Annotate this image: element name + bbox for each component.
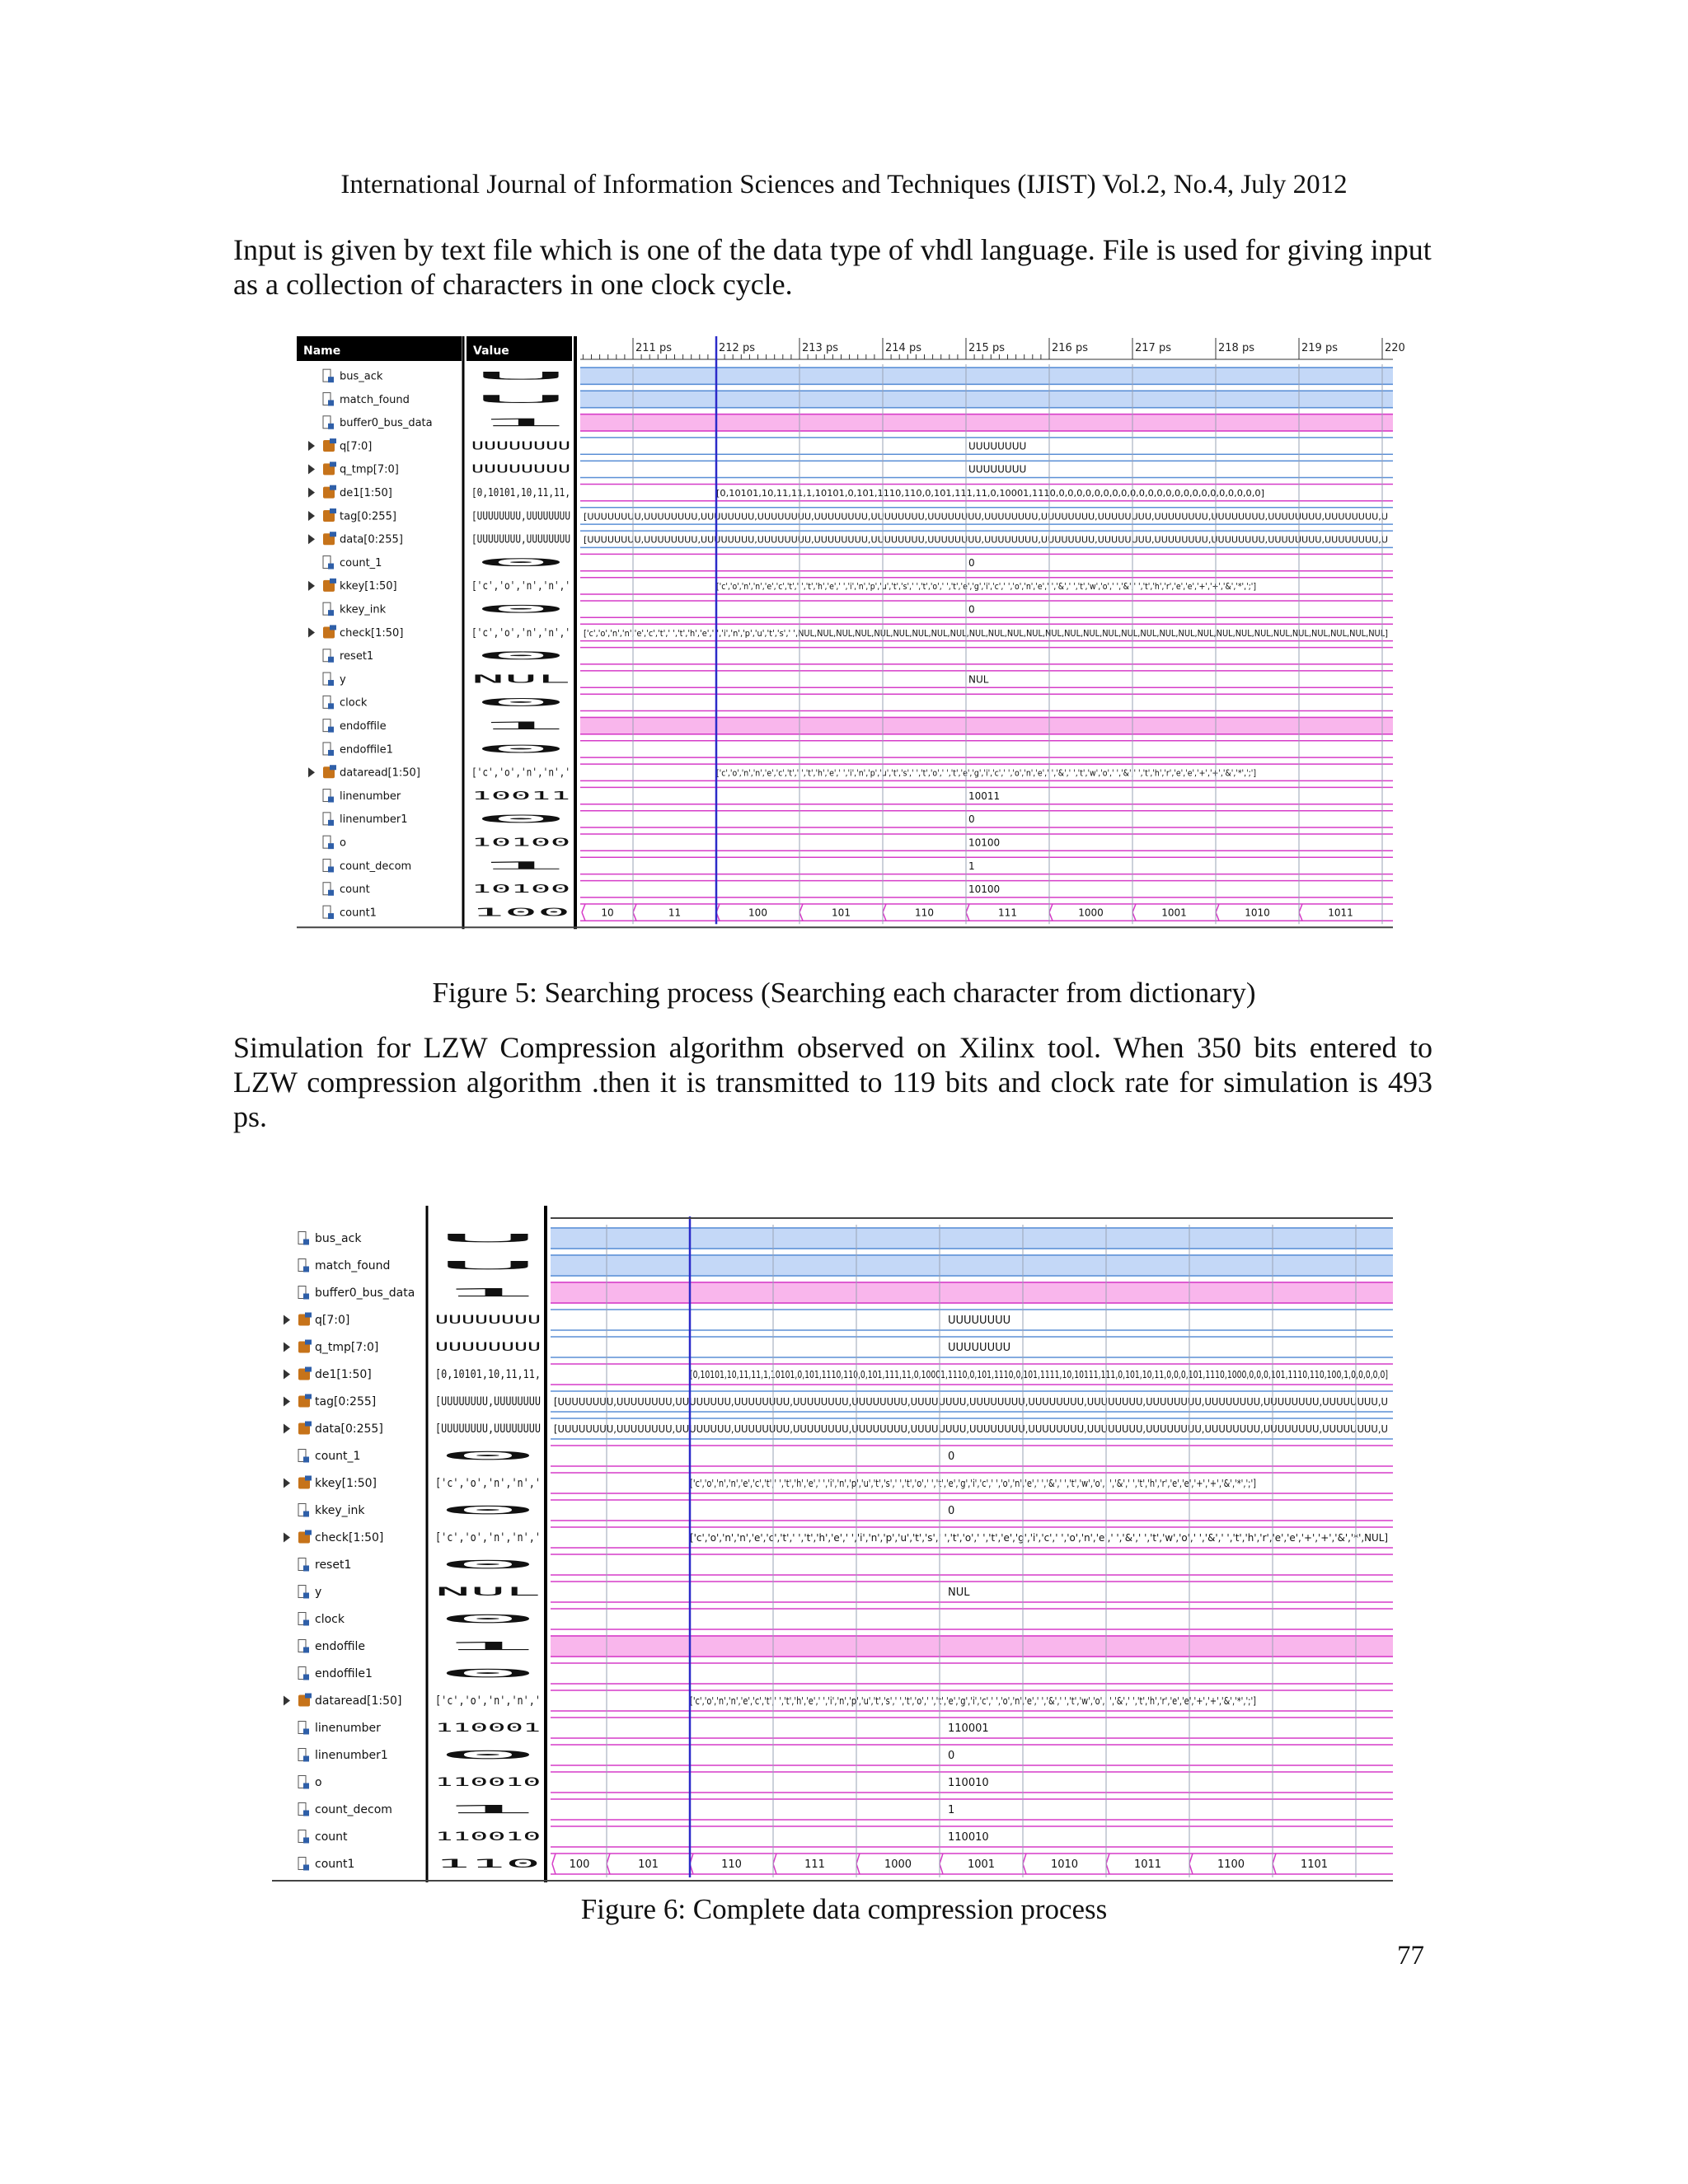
signal-value: 1	[435, 1803, 541, 1817]
signal-value: 0	[435, 1450, 541, 1464]
signal-name: endoffile1	[340, 743, 393, 757]
signal-value: UUUUUUUU	[471, 463, 570, 476]
signal-wave-value: UUUUUUUU	[948, 1342, 1011, 1355]
signal-icon-badge	[328, 703, 334, 709]
signal-icon-badge	[303, 1566, 309, 1572]
segment-value: 111	[998, 907, 1017, 919]
signal-value: 0	[435, 1667, 541, 1681]
signal-icon-badge	[303, 1511, 309, 1517]
signal-wave-value: 1	[948, 1804, 955, 1817]
signal-name: linenumber1	[315, 1749, 388, 1763]
signal-icon-badge	[303, 1294, 309, 1300]
signal-value: 0	[471, 743, 570, 757]
signal-name: kkey_ink	[340, 603, 387, 616]
signal-value: U	[471, 393, 570, 406]
signal-icon-badge	[328, 680, 334, 686]
signal-value: ['c','o','n','n','	[471, 580, 570, 593]
segment-value: 100	[569, 1858, 590, 1872]
signal-icon-badge	[328, 843, 334, 849]
signal-value: 110010	[435, 1776, 541, 1790]
signal-name: count1	[315, 1858, 355, 1872]
segment-value: 1101	[1300, 1858, 1329, 1872]
signal-value: U	[435, 1232, 541, 1246]
signal-value: [UUUUUUUU,UUUUUUUU	[471, 510, 570, 523]
signal-icon-badge	[303, 1267, 309, 1272]
signal-name: count_decom	[315, 1803, 392, 1817]
signal-name: count1	[340, 907, 377, 920]
signal-name: check[1:50]	[315, 1531, 384, 1545]
segment-value: 1001	[967, 1858, 996, 1872]
bus-signal-icon-flag	[330, 438, 336, 443]
signal-name: reset1	[315, 1558, 352, 1572]
segment-value: 110	[915, 907, 934, 919]
signal-icon-badge	[328, 820, 334, 826]
signal-value: UUUUUUUU	[435, 1314, 541, 1328]
row-highlight	[580, 414, 1393, 432]
segment-value: 1000	[1078, 907, 1104, 919]
bus-signal-icon-flag	[330, 765, 336, 770]
signal-icon-badge	[303, 1593, 309, 1599]
signal-value: ['c','o','n','n','	[471, 766, 570, 780]
signal-wave-value: 0	[968, 813, 975, 826]
signal-value: 0	[471, 603, 570, 616]
signal-wave-value: UUUUUUUU	[968, 463, 1027, 476]
signal-name: q_tmp[7:0]	[315, 1341, 379, 1355]
signal-value: 110	[435, 1858, 541, 1872]
signal-wave-value: 0	[968, 603, 975, 616]
signal-wave-value: [UUUUUUUU,UUUUUUUU,UUUUUUUU,UUUUUUUU,UUUUUUUU,UUUUUUUU,UUUUUUUU,UUUUUUUU,UUUUUUUU,UUUUUUUU,UUUUUUUU,UUUUUUUU,UUUUUUUU,UUUUUUUU,U	[584, 511, 1388, 523]
signal-name: endoffile	[315, 1640, 365, 1654]
journal-header: International Journal of Information Sciences and Techniques (IJIST) Vol.2, No.4, July 2012	[340, 170, 1348, 199]
signal-wave-value: 10011	[968, 790, 1001, 802]
segment-value: 1100	[1217, 1858, 1245, 1872]
figure5-waveform	[297, 336, 1405, 930]
signal-wave-value: ['c','o','n','n','e','c','t',' ','t','h','e',' ','i','n','p','u','t','s',' ','t','o',' ','t','e','g','i','c',' ','o','n','e',' ','&',' ','t','w','o',' ','&',' ','t','h','r','e','e','+','+','&','*',NUL]	[690, 1532, 1388, 1544]
signal-wave-value: 110001	[948, 1722, 989, 1736]
signal-wave-value: 10100	[968, 883, 1001, 896]
signal-name: de1[1:50]	[315, 1368, 372, 1382]
segment-value: 1010	[1050, 1858, 1079, 1872]
bus-signal-icon-flag	[305, 1313, 312, 1318]
segment-value: 100	[748, 907, 767, 919]
signal-wave-value: [0,10101,10,11,11,1,10101,0,101,1110,110,0,101,111,11,0,10001,1110,0,0,0,0,0,0,0,0,0,0,0,0,0,0,0,0,0,0,0,0,0,0,0]	[716, 487, 1264, 499]
figure6-caption: Figure 6: Complete data compression process	[580, 1893, 1108, 1925]
bus-signal-icon-flag	[330, 532, 336, 537]
signal-name: count	[315, 1830, 348, 1844]
row-highlight	[551, 1254, 1393, 1277]
segment-value: 1011	[1328, 907, 1353, 919]
signal-value: 10100	[471, 883, 570, 897]
signal-name: clock	[340, 696, 368, 710]
time-label: 213 ps	[802, 342, 838, 354]
signal-value: 0	[435, 1749, 541, 1763]
signal-wave-value: 10100	[968, 837, 1001, 849]
signal-name: count_1	[340, 556, 382, 569]
signal-icon-badge	[303, 1811, 309, 1816]
segment-value: 10	[601, 907, 614, 919]
segment-value: 1011	[1133, 1858, 1162, 1872]
signal-value: 110001	[435, 1722, 541, 1736]
signal-icon-badge	[328, 610, 334, 616]
signal-wave-value: NUL	[968, 673, 989, 686]
signal-name: kkey_ink	[315, 1504, 365, 1518]
signal-name: y	[315, 1586, 322, 1600]
segment-value: 1000	[884, 1858, 912, 1872]
signal-value: [0,10101,10,11,11,	[471, 486, 570, 499]
signal-name: endoffile1	[315, 1667, 373, 1681]
bus-signal-icon-flag	[330, 625, 336, 630]
signal-value: NUL	[435, 1586, 541, 1600]
signal-icon-badge	[303, 1675, 309, 1680]
signal-value: 0	[471, 813, 570, 827]
signal-name: reset1	[340, 650, 374, 663]
signal-name: clock	[315, 1613, 345, 1627]
bus-signal-icon-flag	[305, 1340, 312, 1345]
signal-value: NUL	[471, 673, 571, 687]
signal-name: q[7:0]	[315, 1314, 350, 1328]
bus-signal-icon-flag	[330, 579, 336, 583]
signal-wave-value: UUUUUUUU	[948, 1315, 1011, 1328]
signal-value: ['c','o','n','n','	[435, 1694, 541, 1708]
segment-value: 111	[804, 1858, 825, 1872]
signal-icon-badge	[328, 564, 334, 569]
signal-name: tag[0:255]	[340, 510, 396, 523]
signal-value: 1	[435, 1640, 541, 1654]
signal-name: bus_ack	[340, 370, 383, 383]
signal-name: buffer0_bus_data	[340, 417, 433, 430]
signal-name: match_found	[340, 393, 410, 406]
bus-signal-icon-flag	[330, 485, 336, 490]
signal-value: 0	[435, 1558, 541, 1572]
signal-name: q[7:0]	[340, 440, 373, 453]
page-number: 77	[1397, 1941, 1424, 1971]
signal-value: ['c','o','n','n','	[435, 1531, 541, 1545]
segment-value: 110	[721, 1858, 742, 1872]
signal-name: data[0:255]	[315, 1422, 383, 1436]
bus-signal-icon-flag	[305, 1694, 312, 1699]
figure5-caption: Figure 5: Searching process (Searching each character from dictionary)	[432, 977, 1256, 1009]
signal-name: count_decom	[340, 860, 412, 873]
signal-value: 0	[471, 650, 570, 663]
signal-name: y	[340, 673, 346, 687]
signal-wave-value: ['c','o','n','n','e','c','t',' ','t','h','e',' ','i','n','p','u','t','s',' ','t','o',' ','t','e','g','i','c',' ','o','n','e',' ','&',' ','t','w','o',' ','&',' ','t','h','r','e','e','+','+','&','*',';']	[716, 767, 1256, 779]
signal-wave-value: ['c','o','n','n','e','c','t',' ','t','h','e',' ','i','n','p','u','t','s',' ','t','o',' ','t','e','g','i','c',' ','o','n','e',' ','&',' ','t','w','o',' ','&',' ','t','h','r','e','e','+','+','&','*',';']	[690, 1478, 1256, 1490]
signal-wave-value: [UUUUUUUU,UUUUUUUU,UUUUUUUU,UUUUUUUU,UUUUUUUU,UUUUUUUU,UUUUUUUU,UUUUUUUU,UUUUUUUU,UUUUUUUU,UUUUUUUU,UUUUUUUU,UUUUUUUU,UUUUUUUU,U	[554, 1423, 1388, 1436]
signal-name: linenumber	[340, 790, 401, 803]
signal-icon-badge	[328, 400, 334, 405]
signal-value: UUUUUUUU	[435, 1341, 541, 1355]
signal-name: count	[340, 883, 370, 897]
value-column-header: Value	[473, 344, 509, 358]
signal-name: kkey[1:50]	[315, 1477, 377, 1491]
signal-value: 0	[471, 556, 570, 569]
time-label: 218 ps	[1218, 342, 1254, 354]
row-highlight	[580, 367, 1393, 385]
signal-wave-value: 0	[948, 1505, 955, 1518]
row-highlight	[580, 717, 1393, 735]
signal-name: buffer0_bus_data	[315, 1286, 415, 1301]
signal-icon-badge	[303, 1865, 309, 1871]
signal-value: [0,10101,10,11,11,	[435, 1368, 541, 1382]
row-highlight	[551, 1282, 1393, 1304]
signal-value: U	[435, 1259, 541, 1273]
signal-icon-badge	[328, 797, 334, 803]
segment-value: 1010	[1245, 907, 1270, 919]
signal-value: 1	[435, 1286, 541, 1301]
signal-wave-value: [UUUUUUUU,UUUUUUUU,UUUUUUUU,UUUUUUUU,UUUUUUUU,UUUUUUUU,UUUUUUUU,UUUUUUUU,UUUUUUUU,UUUUUUUU,UUUUUUUU,UUUUUUUU,UUUUUUUU,UUUUUUUU,U	[584, 534, 1388, 546]
signal-value: [UUUUUUUU,UUUUUUUU	[435, 1395, 541, 1409]
bus-signal-icon-flag	[330, 462, 336, 466]
signal-name: match_found	[315, 1259, 391, 1273]
segment-value: 101	[638, 1858, 659, 1872]
signal-icon-badge	[303, 1620, 309, 1626]
paragraph-simulation-result: Simulation for LZW Compression algorithm observed on Xilinx tool. When 350 bits entered to LZW compression algorithm .then it is transmitted to 119 bits and clock rate for simulation is 493 ps.	[233, 1031, 1432, 1133]
signal-icon-badge	[328, 866, 334, 872]
signal-icon-badge	[303, 1783, 309, 1789]
time-label: 219 ps	[1301, 342, 1338, 354]
signal-icon-badge	[328, 377, 334, 382]
segment-value: 11	[668, 907, 682, 919]
signal-icon-badge	[328, 424, 334, 429]
signal-wave-value: ['c','o','n','n','e','c','t',' ','t','h','e',' ','i','n','p','u','t','s',' ',NUL,NUL,NUL,NUL,NUL,NUL,NUL,NUL,NUL,NUL,NUL,NUL,NUL,NUL,NUL,NUL,NUL,NUL,NUL,NUL,NUL,NUL,NUL,NUL,NUL,NUL,NUL,NUL,NUL,NUL,NUL]	[584, 627, 1388, 639]
signal-value: U	[471, 370, 570, 383]
signal-name: o	[315, 1776, 322, 1790]
row-highlight	[551, 1635, 1393, 1657]
signal-icon-badge	[328, 657, 334, 663]
signal-value: 100	[471, 907, 570, 920]
signal-name: linenumber	[315, 1722, 381, 1736]
signal-name: o	[340, 837, 346, 850]
signal-icon-badge	[303, 1838, 309, 1844]
name-column-header: Name	[303, 344, 341, 358]
signal-wave-value: 1	[968, 860, 975, 872]
figure6-waveform	[272, 1206, 1393, 1890]
signal-icon-badge	[303, 1756, 309, 1762]
time-label: 216 ps	[1052, 342, 1088, 354]
signal-name: endoffile	[340, 719, 387, 733]
row-highlight	[551, 1227, 1393, 1249]
bus-signal-icon-flag	[330, 509, 336, 513]
signal-wave-value: [0,10101,10,11,11,1,10101,0,101,1110,110,0,101,111,11,0,10001,1110,0,101,1110,0,101,1111,10,10111,111,0,101,10,11,0,0,0,101,1110,1000,0,0,0,101,1110,110,100,1,0,0,0,0,0]	[690, 1369, 1388, 1381]
signal-name: check[1:50]	[340, 626, 404, 640]
signal-icon-badge	[328, 727, 334, 733]
signal-value: 0	[435, 1613, 541, 1627]
signal-name: kkey[1:50]	[340, 580, 397, 593]
signal-name: tag[0:255]	[315, 1395, 377, 1409]
signal-icon-badge	[303, 1457, 309, 1463]
signal-value: 0	[435, 1504, 541, 1518]
signal-wave-value: ['c','o','n','n','e','c','t',' ','t','h','e',' ','i','n','p','u','t','s',' ','t','o',' ','t','e','g','i','c',' ','o','n','e',' ','&',' ','t','w','o',' ','&',' ','t','h','r','e','e','+','+','&','*',';']	[690, 1695, 1256, 1708]
signal-name: dataread[1:50]	[315, 1694, 402, 1708]
signal-name: q_tmp[7:0]	[340, 463, 399, 476]
time-label: 217 ps	[1135, 342, 1171, 354]
time-label: 214 ps	[885, 342, 921, 354]
signal-wave-value: [UUUUUUUU,UUUUUUUU,UUUUUUUU,UUUUUUUU,UUUUUUUU,UUUUUUUU,UUUUUUUU,UUUUUUUU,UUUUUUUU,UUUUUUUU,UUUUUUUU,UUUUUUUU,UUUUUUUU,UUUUUUUU,U	[554, 1396, 1388, 1408]
signal-wave-value: 110010	[948, 1831, 989, 1844]
signal-value: [UUUUUUUU,UUUUUUUU	[435, 1422, 541, 1436]
signal-wave-value: ['c','o','n','n','e','c','t',' ','t','h','e',' ','i','n','p','u','t','s',' ','t','o',' ','t','e','g','i','c',' ','o','n','e',' ','&',' ','t','w','o',' ','&',' ','t','h','r','e','e','+','+','&','*',';']	[716, 581, 1256, 593]
signal-name: count_1	[315, 1450, 361, 1464]
bus-signal-icon-flag	[305, 1394, 312, 1399]
time-label: 215 ps	[968, 342, 1005, 354]
bus-signal-icon-flag	[305, 1530, 312, 1535]
signal-icon-badge	[303, 1729, 309, 1735]
signal-name: dataread[1:50]	[340, 766, 420, 780]
signal-icon-badge	[328, 913, 334, 919]
signal-value: ['c','o','n','n','	[471, 626, 570, 640]
signal-icon-badge	[303, 1240, 309, 1245]
signal-icon-badge	[328, 890, 334, 896]
time-label: 220	[1385, 342, 1405, 354]
signal-value: 0	[471, 696, 570, 710]
row-highlight	[580, 390, 1393, 408]
signal-wave-value: UUUUUUUU	[968, 440, 1027, 452]
bus-signal-icon-flag	[305, 1422, 312, 1427]
signal-icon-badge	[328, 750, 334, 756]
signal-wave-value: 110010	[948, 1777, 989, 1790]
signal-name: data[0:255]	[340, 533, 403, 546]
segment-value: 101	[832, 907, 851, 919]
signal-wave-value: 0	[948, 1451, 955, 1464]
signal-value: 1	[471, 417, 570, 430]
signal-icon-badge	[303, 1647, 309, 1653]
signal-value: 1	[471, 719, 570, 733]
signal-value: [UUUUUUUU,UUUUUUUU	[471, 533, 570, 546]
signal-name: de1[1:50]	[340, 486, 392, 499]
signal-value: 10011	[471, 790, 570, 803]
signal-wave-value: NUL	[948, 1586, 970, 1600]
time-label: 212 ps	[719, 342, 755, 354]
signal-wave-value: 0	[948, 1750, 955, 1763]
time-label: 211 ps	[635, 342, 672, 354]
segment-value: 1001	[1161, 907, 1187, 919]
signal-name: linenumber1	[340, 813, 408, 827]
bus-signal-icon-flag	[305, 1367, 312, 1372]
signal-wave-value: 0	[968, 556, 975, 569]
signal-value: 10100	[471, 837, 570, 850]
signal-value: 1	[471, 860, 570, 873]
signal-value: 110010	[435, 1830, 541, 1844]
signal-name: bus_ack	[315, 1232, 362, 1246]
signal-value: ['c','o','n','n','	[435, 1477, 541, 1491]
signal-value: UUUUUUUU	[471, 440, 570, 453]
paragraph-input-description: Input is given by text file which is one of the data type of vhdl language. File is used for giving input as a collection of characters in one clock cycle.	[233, 233, 1432, 301]
bus-signal-icon-flag	[305, 1476, 312, 1481]
